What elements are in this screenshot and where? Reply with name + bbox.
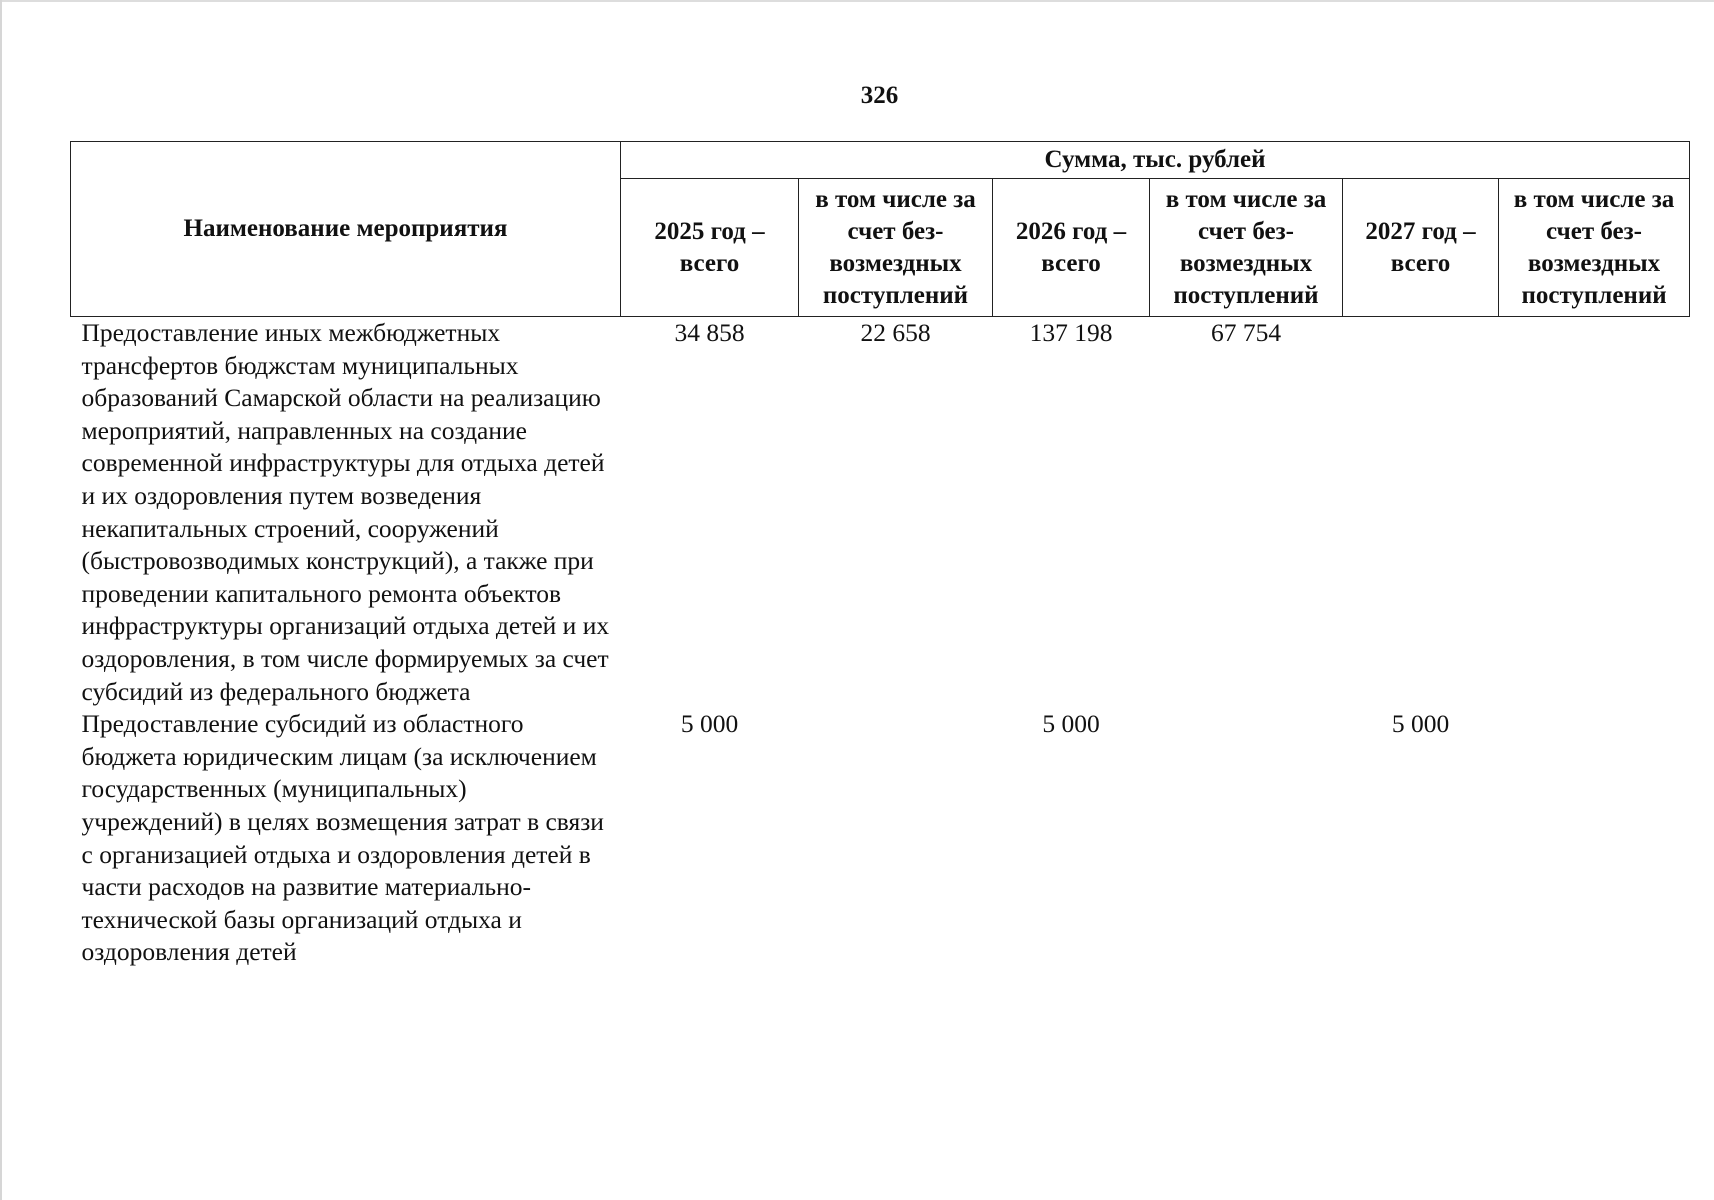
table-body <box>71 317 1690 969</box>
row-value-2025-gratuitous: 22 658 <box>860 318 931 347</box>
row-value-2027-gratuitous <box>1499 317 1690 709</box>
table-header <box>71 142 1690 317</box>
row-value-2025-total: 34 858 <box>674 318 745 347</box>
header-sum-cell: Сумма, тыс. рублей <box>621 142 1690 179</box>
scan-top-edge <box>0 0 1714 2</box>
table-row <box>71 708 1690 969</box>
scan-left-edge <box>0 0 2 1200</box>
header-name-cell: Наименование мероприятия <box>71 142 621 317</box>
row-value-2026-total: 5 000 <box>1042 709 1100 739</box>
row-name-cell: Предоставление иных межбюджетных трансфертов бюджстам муниципальных образований Самарской области на реализацию мероприятий, направленных на создание современной инфраструктуры для отдыха детей и их оздоровления путем возведения некапитальных строений, сооружений (быстровозводимых конструкций), а также при проведении капитального ремонта объектов инфраструктуры организаций отдыха детей и их оздоровления, в том числе формируемых за счет субсидий из федерального бюджета <box>81 318 610 706</box>
header-row-group <box>71 142 1690 179</box>
budget-table <box>70 141 1690 969</box>
row-value-2026-total: 137 198 <box>1029 318 1113 347</box>
header-2025-gratuitous: в том числе за счет без-возмездных поступлений <box>799 179 993 317</box>
header-2027-gratuitous: в том числе за счет без-возмездных поступлений <box>1499 179 1690 317</box>
row-value-2027-gratuitous <box>1499 708 1690 969</box>
row-value-2025-gratuitous <box>799 708 993 969</box>
page-number: 326 <box>860 82 899 109</box>
header-2026-total: 2026 год – всего <box>993 179 1150 317</box>
table-row <box>71 317 1690 709</box>
row-value-2027-total <box>1343 317 1499 709</box>
row-value-2026-gratuitous: 67 754 <box>1210 318 1282 347</box>
row-value-2025-total: 5 000 <box>680 709 739 739</box>
row-name-cell: Предоставление субсидий из областного бюджета юридическим лицам (за исключением государственных (муниципальных) учреждений) в целях возмещения затрат в связи с организацией отдыха и оздоровления детей в части расходов на развитие материально-технической базы организаций отдыха и оздоровления детей <box>81 709 604 967</box>
header-2025-total: 2025 год – всего <box>621 179 799 317</box>
header-2026-gratuitous: в том числе за счет без-возмездных поступлений <box>1150 179 1343 317</box>
header-2027-total: 2027 год – всего <box>1343 179 1499 317</box>
row-value-2026-gratuitous <box>1150 708 1343 969</box>
row-value-2027-total: 5 000 <box>1391 709 1450 739</box>
